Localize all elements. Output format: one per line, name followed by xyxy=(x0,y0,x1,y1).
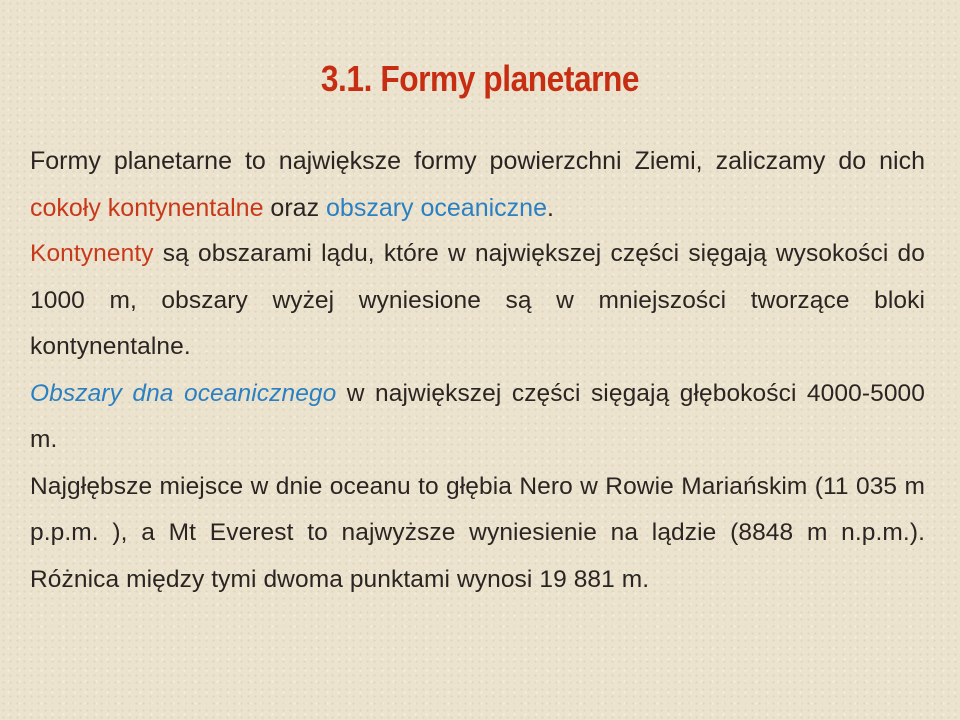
paragraph-ocean-floor xyxy=(30,371,925,464)
intro-text-3: . xyxy=(546,193,554,222)
paragraph-extremes xyxy=(30,464,925,604)
paragraph-intro xyxy=(30,138,925,231)
highlight-continental-shelves: cokoły kontynentalne xyxy=(30,193,264,222)
slide-title: 3.1. Formy planetarne xyxy=(320,58,640,99)
slide-body xyxy=(30,138,925,603)
paragraph-continents xyxy=(30,231,925,371)
continents-text: są obszarami lądu, które w największej części sięgają wysokości do 1000 m, obszary wyżej wyniesione są w mniejszości tworzące bloki kontynentalne. xyxy=(30,240,925,360)
highlight-ocean-areas: obszary oceaniczne xyxy=(326,193,547,222)
extremes-text: Najgłębsze miejsce w dnie oceanu to głębia Nero w Rowie Mariańskim (11 035 m p.p.m. ), a Mt Everest to najwyższe wyniesienie na lądzie (8848 m n.p.m.). Różnica między tymi dwoma punktami wynosi 19 881 m. xyxy=(30,472,925,593)
intro-text-2: oraz xyxy=(263,193,327,222)
ocean-floor-text: w największej części sięgają głębokości 4000-5000 m. xyxy=(30,379,925,453)
highlight-continents: Kontynenty xyxy=(30,240,154,267)
highlight-ocean-floor: Obszary dna oceanicznego xyxy=(30,379,337,407)
intro-text-1: Formy planetarne to największe formy powierzchni Ziemi, zaliczamy do nich xyxy=(30,147,925,175)
